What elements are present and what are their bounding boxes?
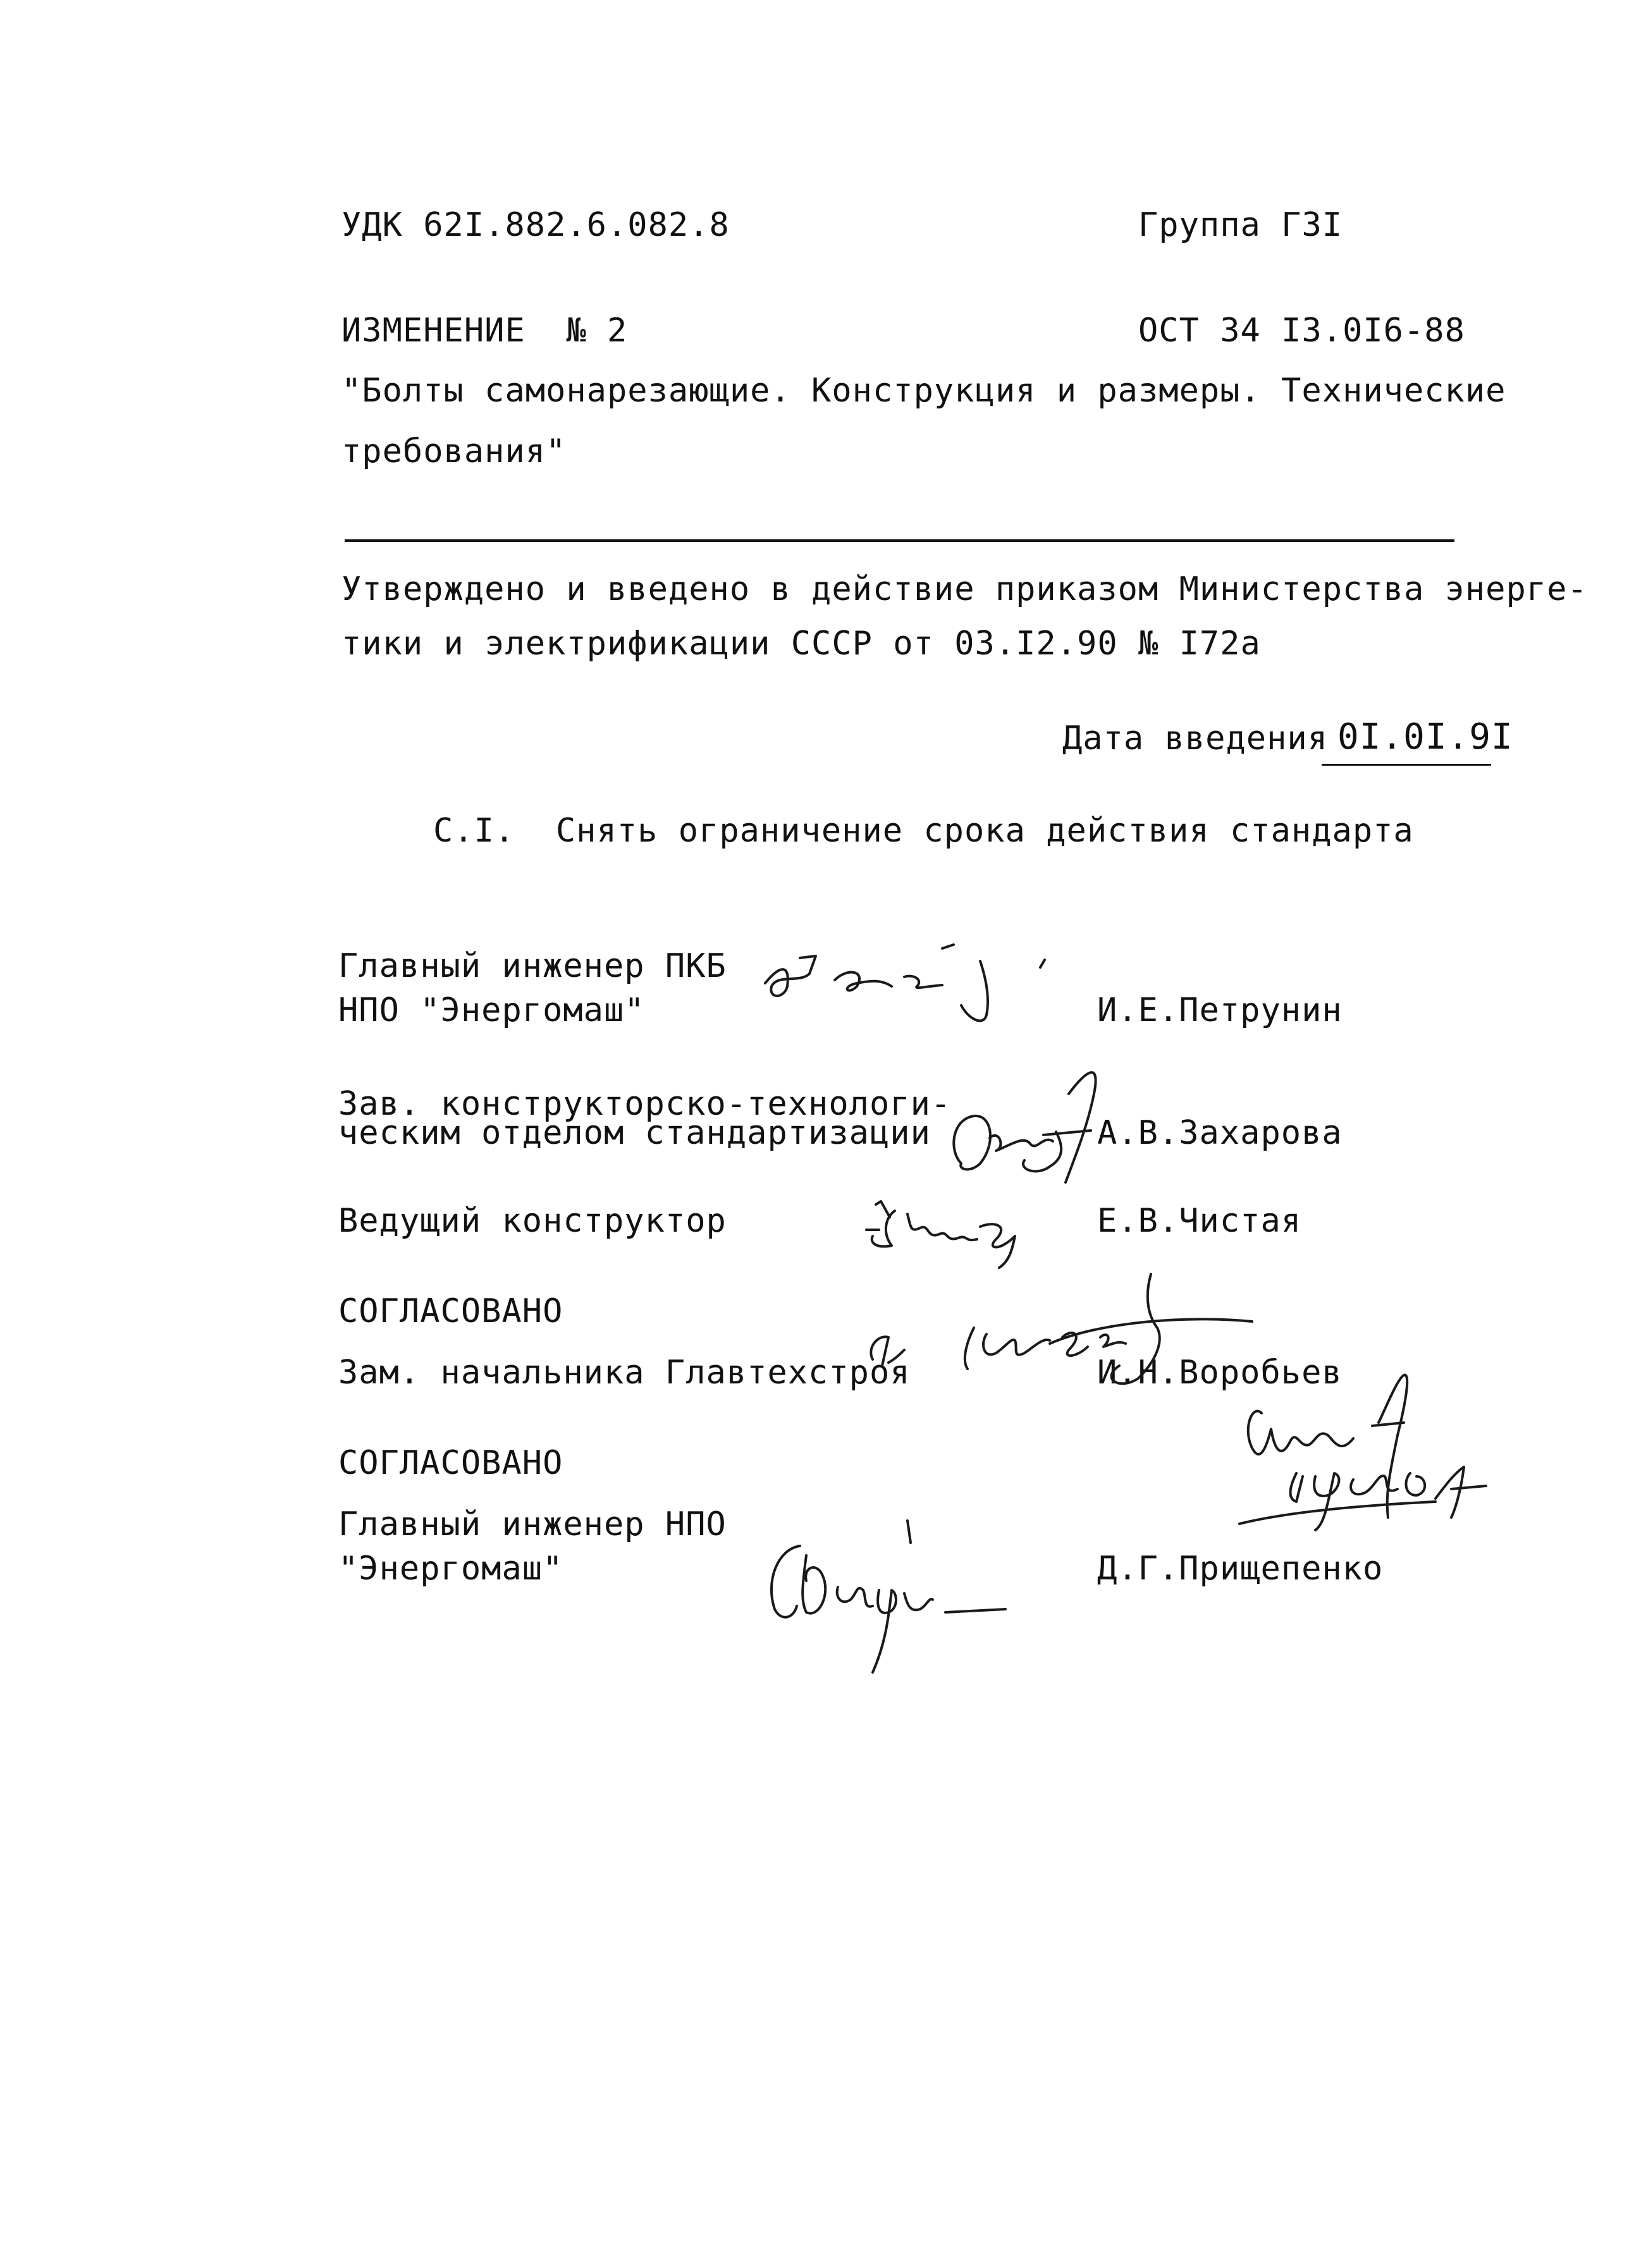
change-number: № 2	[566, 312, 628, 350]
clause-text: Снять ограничение срока действия стандарта	[555, 812, 1414, 850]
agreement-1-name: И.Н.Воробьев	[1097, 1354, 1343, 1392]
document-title-line2: требования"	[341, 432, 567, 470]
signatory-2-name: А.В.Захарова	[1097, 1114, 1343, 1152]
clause-line	[433, 812, 1414, 850]
date-underline	[1322, 764, 1491, 766]
group-code: Группа Г3I	[1138, 206, 1343, 244]
introduction-date-label: Дата введения	[1062, 720, 1328, 757]
agreement-1-heading: СОГЛАСОВАНО	[338, 1292, 563, 1330]
standard-code: ОСТ 34 I3.0I6-88	[1138, 312, 1465, 350]
clause-number: С.I.	[433, 812, 515, 850]
approval-line2: тики и электрификации СССР от 03.I2.90 № I72а	[341, 625, 1261, 663]
signature-6	[762, 1517, 1028, 1682]
agreement-2-name: Д.Г.Прищепенко	[1097, 1550, 1384, 1588]
introduction-date-value: 0I.0I.9I	[1337, 716, 1513, 757]
horizontal-rule	[345, 539, 1454, 542]
agreement-2-position-line2: "Энергомаш"	[338, 1550, 563, 1588]
signature-3	[851, 1182, 1053, 1271]
approval-line1: Утверждено и введено в действие приказом Министерства энерге-	[341, 570, 1588, 608]
udk-code: УДК 62I.882.6.082.8	[341, 206, 730, 244]
document-title-line1: "Болты самонарезающие. Конструкция и размеры. Технические	[341, 372, 1506, 410]
signatory-1-name: И.Е.Петрунин	[1097, 991, 1343, 1029]
signatory-3-position-line1: Ведущий конструктор	[338, 1202, 727, 1240]
signature-2	[936, 1056, 1126, 1201]
signature-5	[1227, 1366, 1556, 1555]
agreement-2-position-line1: Главный инженер НПО	[338, 1505, 727, 1543]
signature-1	[753, 923, 1069, 1050]
signatory-2-position-line2: ческим отделом стандартизации	[338, 1114, 931, 1152]
signatory-2-position-line1: Зав. конструкторско-технологи-	[338, 1085, 952, 1123]
signatory-1-position-line2: НПО "Энергомаш"	[338, 991, 645, 1029]
signatory-1-position-line1: Главный инженер ПКБ	[338, 947, 727, 985]
change-label	[341, 312, 628, 350]
change-label-text: ИЗМЕНЕНИЕ	[341, 312, 525, 350]
signature-4	[860, 1265, 1265, 1404]
agreement-2-heading: СОГЛАСОВАНО	[338, 1444, 563, 1482]
agreement-1-position: Зам. начальника Главтехстроя	[338, 1354, 911, 1392]
signatory-3-name: Е.В.Чистая	[1097, 1202, 1302, 1240]
